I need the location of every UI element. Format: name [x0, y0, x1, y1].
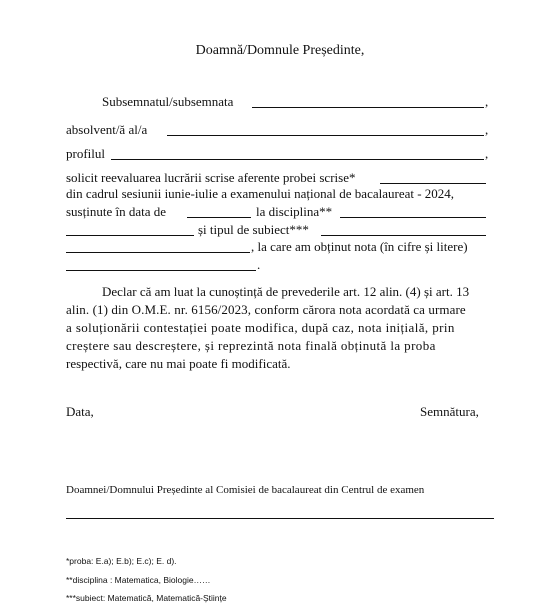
subject-label: la disciplina** — [256, 204, 333, 219]
exam-field[interactable] — [380, 183, 486, 184]
subject-blank-field[interactable] — [66, 235, 194, 236]
profile-field[interactable] — [111, 159, 484, 160]
subject-type-field[interactable] — [321, 235, 486, 236]
grade-label: , la care am obținut nota (în cifre și litere) — [251, 239, 468, 254]
subject-field[interactable] — [340, 217, 486, 218]
date-field[interactable] — [187, 217, 251, 218]
declaration-line-5: respectivă, care nu mai poate fi modificată. — [66, 356, 291, 371]
profile-label: profilul — [66, 146, 105, 161]
declaration-line-3: a soluționării contestației poate modifica, după caz, nota inițială, prin — [66, 320, 455, 335]
declaration-line-2: alin. (1) din O.M.E. nr. 6156/2023, conform cărora nota acordată ca urmare — [66, 302, 466, 317]
footnote-1: *proba: E.a); E.b); E.c); E. d). — [66, 556, 177, 566]
comma-punct: , — [485, 122, 489, 137]
declaration-line-4: creștere sau descreștere, și reprezintă nota finală obținută la proba — [66, 338, 436, 353]
request-text: solicit reevaluarea lucrării scrise aferente probei scrise* — [66, 170, 356, 185]
undersigned-label: Subsemnatul/subsemnata — [102, 94, 234, 109]
period-punct: . — [257, 257, 261, 272]
addressee-text: Doamnei/Domnului Președinte al Comisiei de bacalaureat din Centrul de examen — [66, 484, 425, 496]
page-title: Doamnă/Domnule Președinte, — [195, 43, 365, 58]
divider-line — [66, 518, 494, 519]
school-field[interactable] — [167, 135, 484, 136]
comma-punct: , — [485, 94, 489, 109]
name-field[interactable] — [252, 107, 484, 108]
comma-punct: , — [485, 146, 489, 161]
session-text: din cadrul sesiunii iunie-iulie a examenului național de bacalaureat - 2024, — [66, 186, 455, 201]
grade-field[interactable] — [66, 252, 250, 253]
declaration-line-1: Declar că am luat la cunoștință de prevederile art. 12 alin. (4) și art. 13 — [102, 284, 470, 299]
grade-words-field[interactable] — [66, 270, 256, 271]
held-on-label: susținute în data de — [66, 204, 167, 219]
graduate-label: absolvent/ă al/a — [66, 122, 148, 137]
footnote-2: **disciplina : Matematica, Biologie…… — [66, 575, 211, 585]
signature-label: Semnătura, — [420, 404, 479, 419]
subject-type-label: și tipul de subiect*** — [198, 222, 309, 237]
date-label: Data, — [66, 404, 94, 419]
footnote-3: ***subiect: Matematică, Matematică-Științe — [66, 593, 227, 603]
